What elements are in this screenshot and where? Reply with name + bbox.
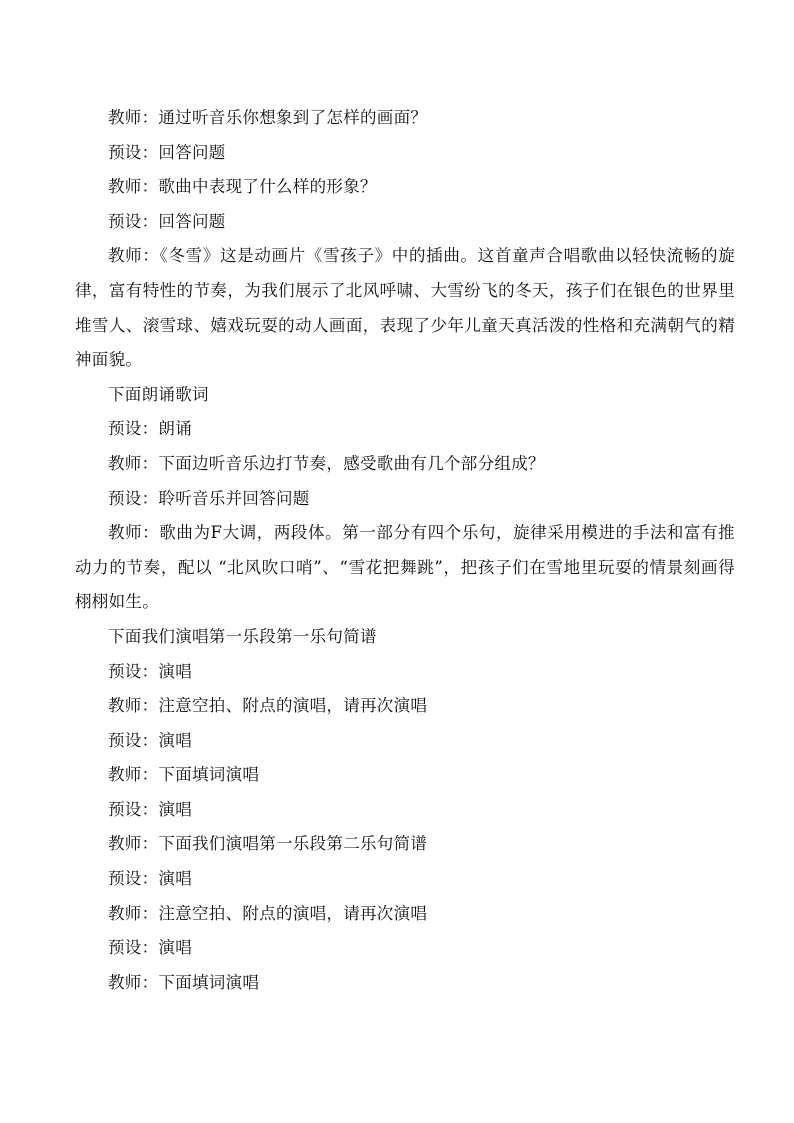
paragraph-preset-5: 预设：演唱 (108, 661, 192, 681)
paragraph-teacher-phrase-2: 教师：下面我们演唱第一乐段第二乐句简谱 (108, 834, 428, 854)
paragraph-preset-1: 预设：回答问题 (108, 142, 226, 162)
paragraph-teacher-question-1: 教师：通过听音乐你想象到了怎样的画面？ (108, 108, 428, 127)
paragraph-teacher-lyrics-1: 教师：下面填词演唱 (108, 765, 260, 785)
paragraph-teacher-rhythm-note-1: 教师：注意空拍、附点的演唱，请再次演唱 (108, 696, 428, 716)
paragraph-sing-phrase-1: 下面我们演唱第一乐段第一乐句简谱 (108, 626, 377, 646)
paragraph-preset-6: 预设：演唱 (108, 730, 192, 750)
paragraph-preset-8: 预设：演唱 (108, 869, 192, 889)
paragraph-preset-7: 预设：演唱 (108, 799, 192, 819)
paragraph-teacher-lyrics-2: 教师：下面填词演唱 (108, 972, 260, 992)
paragraph-teacher-rhythm: 教师：下面边听音乐边打节奏，感受歌曲有几个部分组成？ (108, 453, 545, 473)
paragraph-preset-3: 预设：朗诵 (108, 419, 192, 439)
paragraph-song-introduction: 教师：《冬雪》这是动画片《雪孩子》中的插曲。这首童声合唱歌曲以轻快流畅的旋律，富有特性的节奏，为我们展示了北风呼啸、大雪纷飞的冬天，孩子们在银色的世界里堆雪人、滚雪球、嬉戏玩耍的动人画面，表现了少年儿童天真活泼的性格和充满朝气的精神面貌。 (75, 246, 735, 370)
document-body (75, 101, 735, 1000)
paragraph-teacher-rhythm-note-2: 教师：注意空拍、附点的演唱，请再次演唱 (108, 903, 428, 923)
paragraph-preset-4: 预设：聆听音乐并回答问题 (108, 488, 310, 508)
paragraph-song-analysis: 教师：歌曲为F大调，两段体。第一部分有四个乐句，旋律采用模进的手法和富有推动力的节奏，配以 “北风吹口哨”、“雪花把舞跳”，把孩子们在雪地里玩耍的情景刻画得栩栩如生。 (75, 523, 735, 612)
paragraph-preset-9: 预设：演唱 (108, 938, 192, 958)
paragraph-preset-2: 预设：回答问题 (108, 211, 226, 231)
paragraph-teacher-question-2: 教师：歌曲中表现了什么样的形象？ (108, 177, 377, 197)
paragraph-recite-lyrics: 下面朗诵歌词 (108, 384, 209, 404)
